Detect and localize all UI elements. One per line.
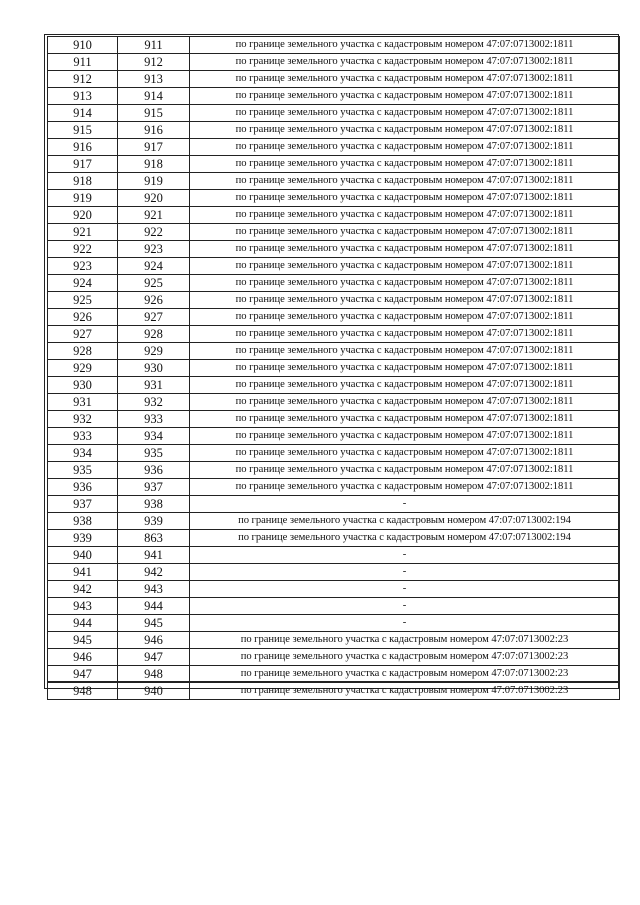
table-row — [48, 309, 620, 326]
table-row — [48, 632, 620, 649]
point-from-cell: 927 — [48, 326, 118, 343]
point-from-cell: 921 — [48, 224, 118, 241]
point-from-cell: 925 — [48, 292, 118, 309]
point-from-cell: 929 — [48, 360, 118, 377]
point-to-cell: 917 — [118, 139, 190, 156]
boundary-description-cell: по границе земельного участка с кадастровым номером 47:07:0713002:1811 — [190, 207, 620, 224]
point-from-cell: 911 — [48, 54, 118, 71]
boundary-description-cell: по границе земельного участка с кадастровым номером 47:07:0713002:1811 — [190, 88, 620, 105]
point-from-cell: 917 — [48, 156, 118, 173]
table-row — [48, 71, 620, 88]
boundary-description-cell: - — [190, 564, 620, 581]
point-from-cell: 947 — [48, 666, 118, 683]
boundary-description-cell: по границе земельного участка с кадастровым номером 47:07:0713002:23 — [190, 632, 620, 649]
point-to-cell: 931 — [118, 377, 190, 394]
table-row — [48, 156, 620, 173]
table-row — [48, 275, 620, 292]
table-row — [48, 105, 620, 122]
point-from-cell: 933 — [48, 428, 118, 445]
point-from-cell: 941 — [48, 564, 118, 581]
table-row — [48, 564, 620, 581]
boundary-description-cell: по границе земельного участка с кадастровым номером 47:07:0713002:1811 — [190, 445, 620, 462]
point-to-cell: 920 — [118, 190, 190, 207]
table-row — [48, 377, 620, 394]
table-row — [48, 360, 620, 377]
point-from-cell: 939 — [48, 530, 118, 547]
point-to-cell: 930 — [118, 360, 190, 377]
boundary-description-cell: по границе земельного участка с кадастровым номером 47:07:0713002:194 — [190, 530, 620, 547]
table-row — [48, 258, 620, 275]
point-to-cell: 947 — [118, 649, 190, 666]
table-row — [48, 428, 620, 445]
point-to-cell: 935 — [118, 445, 190, 462]
boundary-description-cell: по границе земельного участка с кадастровым номером 47:07:0713002:1811 — [190, 462, 620, 479]
boundary-description-cell: по границе земельного участка с кадастровым номером 47:07:0713002:1811 — [190, 105, 620, 122]
table-row — [48, 37, 620, 54]
boundary-description-cell: - — [190, 598, 620, 615]
point-to-cell: 929 — [118, 343, 190, 360]
boundary-description-cell: по границе земельного участка с кадастровым номером 47:07:0713002:1811 — [190, 224, 620, 241]
table-row — [48, 445, 620, 462]
point-to-cell: 943 — [118, 581, 190, 598]
point-from-cell: 919 — [48, 190, 118, 207]
table-row — [48, 581, 620, 598]
point-to-cell: 915 — [118, 105, 190, 122]
point-to-cell: 936 — [118, 462, 190, 479]
table-row — [48, 224, 620, 241]
boundary-description-cell: по границе земельного участка с кадастровым номером 47:07:0713002:1811 — [190, 360, 620, 377]
boundary-description-cell: по границе земельного участка с кадастровым номером 47:07:0713002:1811 — [190, 190, 620, 207]
point-from-cell: 910 — [48, 37, 118, 54]
table-row — [48, 394, 620, 411]
point-from-cell: 913 — [48, 88, 118, 105]
point-from-cell: 948 — [48, 683, 118, 700]
point-from-cell: 914 — [48, 105, 118, 122]
boundary-description-cell: по границе земельного участка с кадастровым номером 47:07:0713002:1811 — [190, 377, 620, 394]
table-row — [48, 411, 620, 428]
point-to-cell: 934 — [118, 428, 190, 445]
boundary-description-cell: по границе земельного участка с кадастровым номером 47:07:0713002:1811 — [190, 411, 620, 428]
point-to-cell: 924 — [118, 258, 190, 275]
point-from-cell: 936 — [48, 479, 118, 496]
boundary-description-cell: по границе земельного участка с кадастровым номером 47:07:0713002:1811 — [190, 54, 620, 71]
point-to-cell: 921 — [118, 207, 190, 224]
point-from-cell: 928 — [48, 343, 118, 360]
boundary-description-cell: по границе земельного участка с кадастровым номером 47:07:0713002:1811 — [190, 343, 620, 360]
point-to-cell: 926 — [118, 292, 190, 309]
table-body — [48, 37, 620, 700]
point-to-cell: 940 — [118, 683, 190, 700]
point-to-cell: 938 — [118, 496, 190, 513]
table-row — [48, 496, 620, 513]
point-to-cell: 933 — [118, 411, 190, 428]
point-to-cell: 913 — [118, 71, 190, 88]
table-row — [48, 530, 620, 547]
point-to-cell: 919 — [118, 173, 190, 190]
boundary-description-cell: по границе земельного участка с кадастровым номером 47:07:0713002:1811 — [190, 292, 620, 309]
point-from-cell: 930 — [48, 377, 118, 394]
point-to-cell: 945 — [118, 615, 190, 632]
point-to-cell: 944 — [118, 598, 190, 615]
table-row — [48, 326, 620, 343]
point-to-cell: 911 — [118, 37, 190, 54]
point-from-cell: 918 — [48, 173, 118, 190]
point-from-cell: 943 — [48, 598, 118, 615]
boundary-description-cell: по границе земельного участка с кадастровым номером 47:07:0713002:1811 — [190, 275, 620, 292]
point-to-cell: 937 — [118, 479, 190, 496]
point-from-cell: 935 — [48, 462, 118, 479]
boundary-description-cell: по границе земельного участка с кадастровым номером 47:07:0713002:1811 — [190, 139, 620, 156]
point-from-cell: 931 — [48, 394, 118, 411]
boundary-description-cell: - — [190, 547, 620, 564]
table-row — [48, 462, 620, 479]
boundary-description-cell: по границе земельного участка с кадастровым номером 47:07:0713002:1811 — [190, 37, 620, 54]
point-to-cell: 863 — [118, 530, 190, 547]
point-to-cell: 914 — [118, 88, 190, 105]
point-to-cell: 916 — [118, 122, 190, 139]
boundary-description-cell: по границе земельного участка с кадастровым номером 47:07:0713002:1811 — [190, 173, 620, 190]
boundary-description-cell: по границе земельного участка с кадастровым номером 47:07:0713002:1811 — [190, 258, 620, 275]
point-from-cell: 920 — [48, 207, 118, 224]
table-row — [48, 513, 620, 530]
point-to-cell: 927 — [118, 309, 190, 326]
boundary-description-cell: по границе земельного участка с кадастровым номером 47:07:0713002:1811 — [190, 394, 620, 411]
table-row — [48, 343, 620, 360]
point-from-cell: 934 — [48, 445, 118, 462]
boundary-description-cell: по границе земельного участка с кадастровым номером 47:07:0713002:1811 — [190, 241, 620, 258]
table-row — [48, 666, 620, 683]
point-to-cell: 928 — [118, 326, 190, 343]
point-to-cell: 923 — [118, 241, 190, 258]
point-from-cell: 945 — [48, 632, 118, 649]
point-from-cell: 923 — [48, 258, 118, 275]
boundary-description-cell: по границе земельного участка с кадастровым номером 47:07:0713002:194 — [190, 513, 620, 530]
boundary-description-cell: по границе земельного участка с кадастровым номером 47:07:0713002:23 — [190, 666, 620, 683]
point-to-cell: 939 — [118, 513, 190, 530]
point-from-cell: 915 — [48, 122, 118, 139]
table-row — [48, 88, 620, 105]
table-row — [48, 649, 620, 666]
boundary-table — [47, 36, 620, 700]
point-to-cell: 918 — [118, 156, 190, 173]
table-row — [48, 598, 620, 615]
point-from-cell: 938 — [48, 513, 118, 530]
point-from-cell: 922 — [48, 241, 118, 258]
table-row — [48, 190, 620, 207]
point-from-cell: 937 — [48, 496, 118, 513]
boundary-description-cell: по границе земельного участка с кадастровым номером 47:07:0713002:1811 — [190, 479, 620, 496]
point-to-cell: 946 — [118, 632, 190, 649]
point-from-cell: 926 — [48, 309, 118, 326]
point-to-cell: 941 — [118, 547, 190, 564]
table-row — [48, 173, 620, 190]
point-from-cell: 916 — [48, 139, 118, 156]
point-to-cell: 942 — [118, 564, 190, 581]
point-from-cell: 944 — [48, 615, 118, 632]
boundary-description-cell: по границе земельного участка с кадастровым номером 47:07:0713002:23 — [190, 683, 620, 700]
boundary-description-cell: по границе земельного участка с кадастровым номером 47:07:0713002:1811 — [190, 122, 620, 139]
table-row — [48, 241, 620, 258]
table-row — [48, 54, 620, 71]
table-row — [48, 615, 620, 632]
table-row — [48, 292, 620, 309]
point-from-cell: 942 — [48, 581, 118, 598]
boundary-description-cell: по границе земельного участка с кадастровым номером 47:07:0713002:1811 — [190, 309, 620, 326]
boundary-description-cell: по границе земельного участка с кадастровым номером 47:07:0713002:1811 — [190, 326, 620, 343]
table-row — [48, 683, 620, 700]
point-from-cell: 924 — [48, 275, 118, 292]
point-from-cell: 932 — [48, 411, 118, 428]
boundary-description-cell: по границе земельного участка с кадастровым номером 47:07:0713002:23 — [190, 649, 620, 666]
boundary-description-cell: - — [190, 581, 620, 598]
point-to-cell: 932 — [118, 394, 190, 411]
table-row — [48, 207, 620, 224]
point-to-cell: 912 — [118, 54, 190, 71]
point-to-cell: 925 — [118, 275, 190, 292]
point-from-cell: 912 — [48, 71, 118, 88]
point-from-cell: 940 — [48, 547, 118, 564]
table-row — [48, 479, 620, 496]
table-bottom-rule — [47, 681, 619, 682]
point-to-cell: 948 — [118, 666, 190, 683]
point-to-cell: 922 — [118, 224, 190, 241]
boundary-description-cell: по границе земельного участка с кадастровым номером 47:07:0713002:1811 — [190, 156, 620, 173]
table-row — [48, 139, 620, 156]
boundary-description-cell: - — [190, 496, 620, 513]
table-row — [48, 547, 620, 564]
boundary-description-cell: по границе земельного участка с кадастровым номером 47:07:0713002:1811 — [190, 71, 620, 88]
boundary-description-cell: - — [190, 615, 620, 632]
table-row — [48, 122, 620, 139]
boundary-description-cell: по границе земельного участка с кадастровым номером 47:07:0713002:1811 — [190, 428, 620, 445]
point-from-cell: 946 — [48, 649, 118, 666]
